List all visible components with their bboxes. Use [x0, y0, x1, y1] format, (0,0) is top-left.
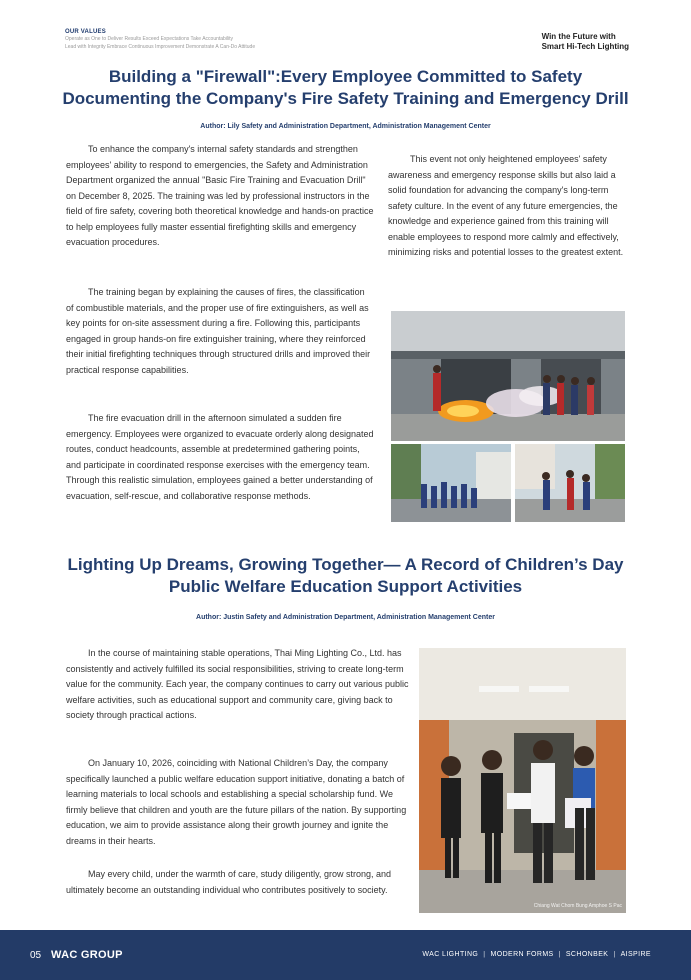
article2-title-line: Public Welfare Education Support Activities	[168, 577, 523, 596]
article1-paragraph: The fire evacuation drill in the afternoon simulated a sudden fire emergency. Employees were organized to evacuate orderly along designated routes, conduct headcounts, assemble at predetermined gathering points, and participate in coordinated response exercises with the emergency team. Through this realistic simulation, employees gained a better understanding of evacuation, self-rescue, and collaborative response methods.	[66, 413, 374, 501]
fire-drill-photo	[391, 311, 625, 441]
article1-author: Author: Lily Safety and Administration Department, Administration Management Center	[200, 123, 491, 130]
tagline	[542, 32, 629, 52]
assembly-point-photo	[515, 444, 625, 522]
article2-author: Author: Justin Safety and Administration Department, Administration Management Center	[196, 614, 495, 621]
footer	[0, 930, 691, 980]
values-title: OUR VALUES	[65, 29, 106, 35]
brand-separator: |	[558, 951, 561, 958]
brand-schonbek: SCHONBEK	[565, 951, 609, 958]
article1-title	[40, 66, 651, 110]
article2-paragraph: On January 10, 2026, coinciding with National Children’s Day, the company specifically launched a public welfare education support initiative, donating a batch of learning materials to local schools and establishing a special scholarship fund. We firmly believe that children and youth are the future pillars of the nation. By supporting education, we aim to provide assistance along their growth journey and ignite the dreams in their hearts.	[66, 758, 407, 846]
article1-paragraph: The training began by explaining the causes of fires, the classification of combustible materials, and the proper use of fire extinguishers, as well as key points for on-site assessment during a fire. Following this, participants engaged in group hands-on fire extinguisher training, where they reinforced their initial firefighting techniques through structured drills and improved their practical response capabilities.	[66, 287, 371, 375]
values-line: Operate as One to Deliver Results Exceed Expectations Take Accountability	[65, 36, 234, 42]
article1-paragraph: To enhance the company's internal safety standards and strengthen employees' ability to respond to emergencies, the Safety and Administration Department organized the annual "Basic Fire Training and Evacuation Drill" on December 8, 2025. The training was led by professional instructors in the field of fire safety, covering both theoretical knowledge and hands-on practice to help employees fully master essential firefighting skills and emergency evacuation procedures.	[66, 144, 374, 247]
article2-title-line: Lighting Up Dreams, Growing Together— A Record of Children’s Day	[67, 555, 624, 574]
brand-modern-forms: MODERN FORMS	[490, 951, 554, 958]
evacuation-photo	[391, 444, 511, 522]
brand-wac-lighting: WAC LIGHTING	[422, 951, 479, 958]
photo-credit: Chiang Wat Chom Bung Amphoe S Pac	[533, 903, 622, 909]
brand-separator: |	[613, 951, 616, 958]
article2-title	[40, 554, 651, 598]
tagline-line: Win the Future with	[541, 32, 616, 41]
tagline-line: Smart Hi-Tech Lighting	[541, 42, 629, 51]
company-values	[65, 29, 365, 51]
wac-group-logo: WAC GROUP	[51, 949, 123, 961]
page-number: 05	[30, 950, 42, 961]
article2-paragraph: May every child, under the warmth of care, study diligently, grow strong, and ultimately become an outstanding individual who contributes positively to society.	[66, 869, 391, 895]
brand-aispire: AISPIRE	[620, 951, 651, 958]
article2-paragraph: In the course of maintaining stable operations, Thai Ming Lighting Co., Ltd. has consistently and actively fulfilled its social responsibilities, striving to create long-term value for the community. Each year, the company continues to carry out various public welfare activities, such as educational support and community care, giving back to society through practical actions.	[66, 648, 409, 720]
brand-list	[422, 951, 651, 958]
article1-title-line: Building a "Firewall":Every Employee Committed to Safety	[108, 67, 583, 86]
childrens-day-photo	[419, 648, 626, 913]
article1-paragraph: This event not only heightened employees' safety awareness and emergency response skills but also laid a solid foundation for advancing the company's long-term safety culture. In the event of any future emergencies, the knowledge and experience gained from this training will enable employees to respond more calmly and effectively, minimizing risks and potential losses to the greatest extent.	[388, 154, 624, 257]
values-line: Lead with Integrity Embrace Continuous Improvement Demonstrate A Can-Do Attitude	[65, 44, 256, 50]
brand-separator: |	[483, 951, 486, 958]
article1-title-line: Documenting the Company's Fire Safety Training and Emergency Drill	[62, 89, 629, 108]
